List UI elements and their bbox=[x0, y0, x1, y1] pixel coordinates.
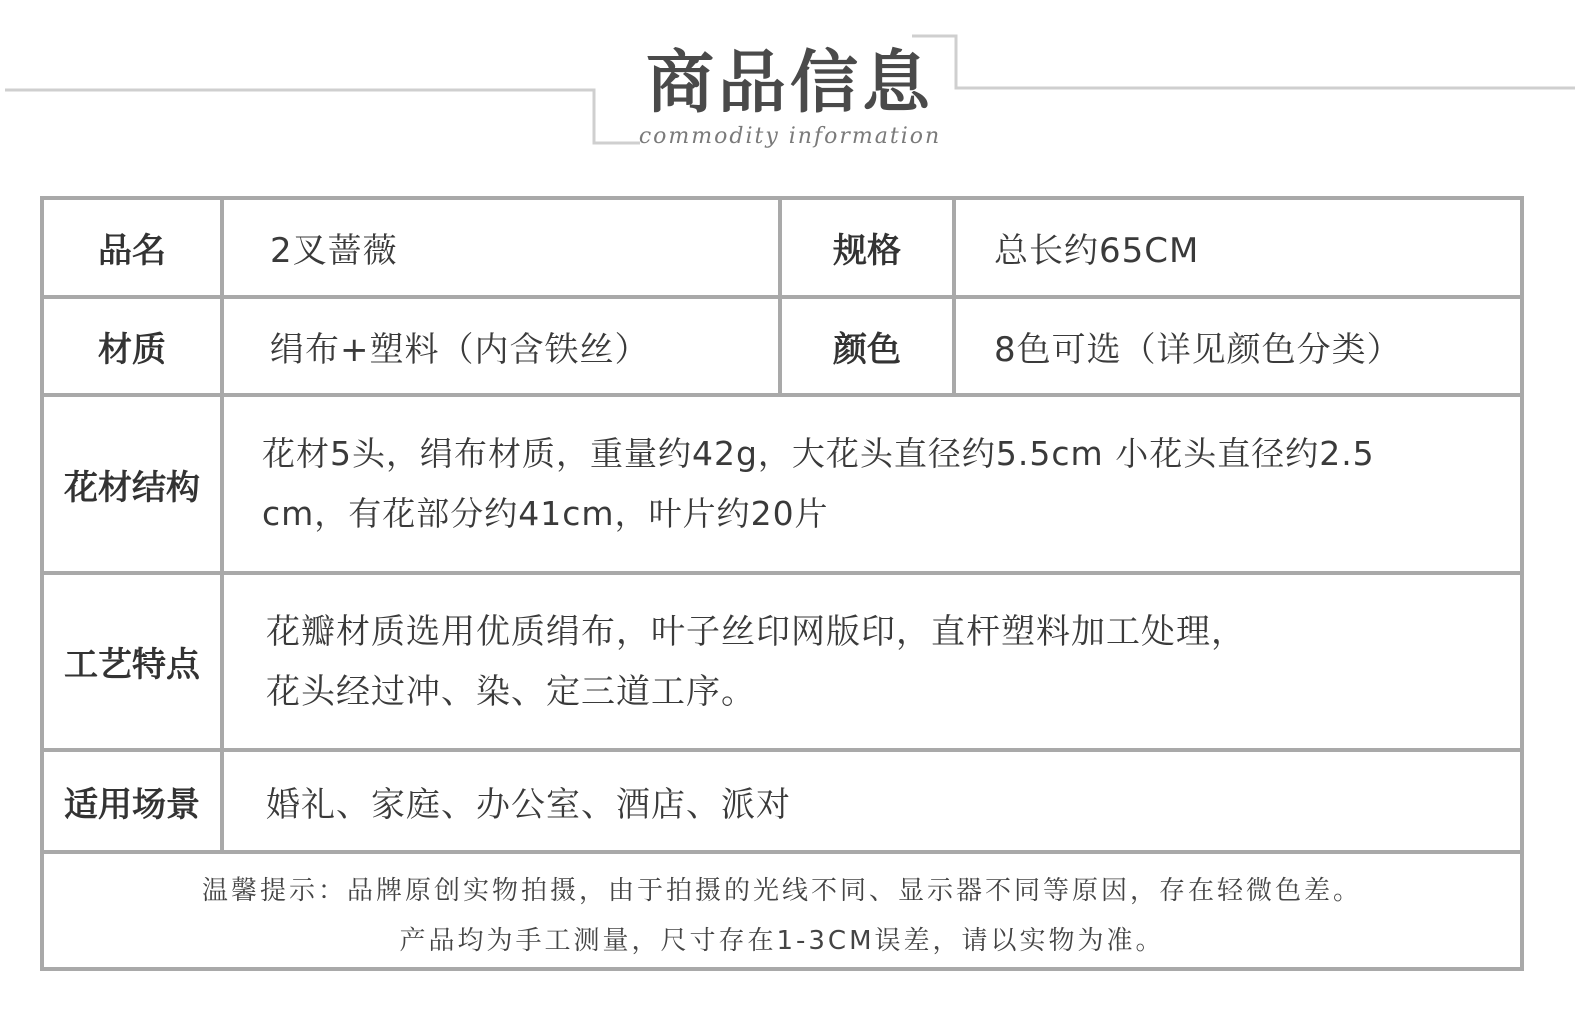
scene-label: 适用场景 bbox=[64, 784, 200, 825]
page-title: 商品信息 bbox=[645, 44, 934, 123]
spec-value: 总长约65CM bbox=[952, 200, 1520, 295]
notice-line-1: 温馨提示：品牌原创实物拍摄，由于拍摄的光线不同、显示器不同等原因，存在轻微色差。 bbox=[201, 876, 1362, 906]
craft-line-2: 花头经过冲、染、定三道工序。 bbox=[266, 671, 756, 712]
name-value: 2叉蔷薇 bbox=[220, 200, 778, 295]
material-value: 绢布+塑料（内含铁丝） bbox=[220, 299, 778, 393]
name-label: 品名 bbox=[98, 231, 166, 271]
spec-label: 规格 bbox=[778, 200, 952, 295]
craft-line-1: 花瓣材质选用优质绢布，叶子丝印网版印，直杆塑料加工处理， bbox=[266, 611, 1246, 652]
product-info-table bbox=[40, 196, 1524, 971]
color-value: 8色可选（详见颜色分类） bbox=[952, 299, 1520, 393]
notice-line-2: 产品均为手工测量，尺寸存在1-3CM误差，请以实物为准。 bbox=[399, 926, 1165, 956]
color-label: 颜色 bbox=[778, 299, 952, 393]
structure-line-1: 花材5头，绢布材质，重量约42g，大花头直径约5.5cm 小花头直径约2.5 bbox=[262, 434, 1375, 473]
left-deco-line bbox=[5, 90, 640, 143]
row-scene bbox=[44, 752, 1520, 854]
page-subtitle: commodity information bbox=[638, 124, 942, 149]
row-structure bbox=[44, 397, 1520, 575]
row-material-color bbox=[44, 299, 1520, 397]
structure-label: 花材结构 bbox=[64, 467, 200, 508]
structure-line-2: cm，有花部分约41cm，叶片约20片 bbox=[262, 494, 829, 533]
scene-value: 婚礼、家庭、办公室、酒店、派对 bbox=[220, 752, 1520, 850]
structure-value bbox=[220, 397, 1520, 571]
material-label: 材质 bbox=[98, 329, 166, 370]
row-craft bbox=[44, 575, 1520, 752]
row-name-spec bbox=[44, 200, 1520, 299]
right-deco-line bbox=[912, 36, 1575, 88]
craft-label: 工艺特点 bbox=[64, 645, 200, 685]
craft-value bbox=[220, 575, 1520, 748]
